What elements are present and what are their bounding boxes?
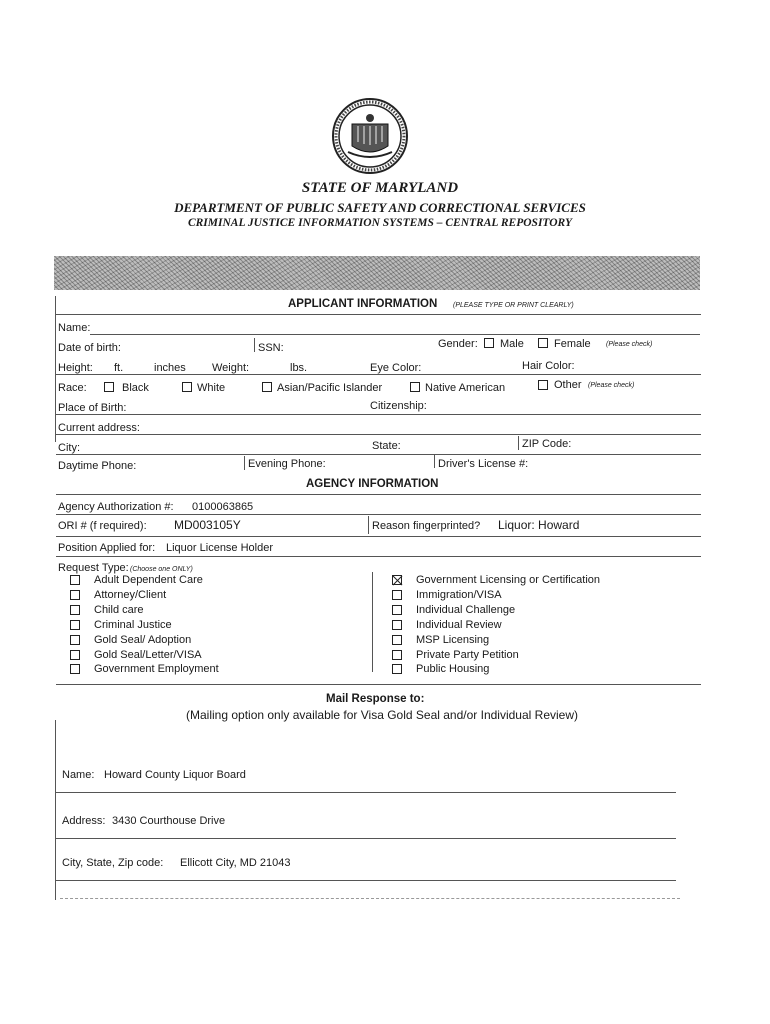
- request-option-checkbox[interactable]: [392, 605, 402, 615]
- race-native-checkbox[interactable]: [410, 382, 420, 392]
- evening-phone-label: Evening Phone:: [248, 458, 326, 470]
- daytime-phone-label: Daytime Phone:: [58, 460, 137, 472]
- mail-city-state-zip-value: Ellicott City, MD 21043: [180, 857, 291, 869]
- female-checkbox[interactable]: [538, 338, 548, 348]
- request-option-label: Gold Seal/Letter/VISA: [94, 648, 202, 661]
- request-option-label: Private Party Petition: [416, 648, 519, 661]
- reason-fingerprinted-value: Liquor: Howard: [498, 518, 580, 532]
- agency-authorization-value: 0100063865: [192, 501, 254, 513]
- request-option-label: MSP Licensing: [416, 633, 490, 646]
- position-applied-label: Position Applied for:: [58, 542, 156, 554]
- race-other-label: Other: [554, 379, 582, 391]
- request-type-note: (Choose one ONLY): [130, 566, 193, 573]
- lbs-label: lbs.: [290, 362, 308, 374]
- request-option-checkbox[interactable]: [70, 650, 80, 660]
- mail-address-label: Address:: [62, 815, 106, 827]
- reason-fingerprinted-label: Reason fingerprinted?: [372, 520, 481, 532]
- maryland-seal-icon: [330, 96, 410, 176]
- request-option-label: Gold Seal/ Adoption: [94, 633, 192, 646]
- weight-label: Weight:: [212, 362, 250, 374]
- request-option-label: Adult Dependent Care: [94, 574, 203, 586]
- mail-name-label: Name:: [62, 769, 95, 781]
- height-label: Height:: [58, 362, 93, 374]
- female-label: Female: [554, 338, 591, 350]
- mail-name-value: Howard County Liquor Board: [104, 769, 246, 781]
- applicant-section-note: (PLEASE TYPE OR PRINT CLEARLY): [453, 302, 574, 309]
- city-label: City:: [58, 442, 80, 454]
- request-option-label: Child care: [94, 603, 144, 616]
- race-other-checkbox[interactable]: [538, 380, 548, 390]
- position-applied-value: Liquor License Holder: [166, 542, 274, 554]
- agency-section-title: AGENCY INFORMATION: [306, 478, 439, 490]
- hair-color-label: Hair Color:: [522, 360, 575, 372]
- request-option-checkbox[interactable]: [392, 575, 402, 585]
- request-option-checkbox[interactable]: [392, 664, 402, 674]
- request-option-checkbox[interactable]: [70, 575, 80, 585]
- race-white-checkbox[interactable]: [182, 382, 192, 392]
- form-title-banner: [54, 256, 700, 290]
- request-option-label: Public Housing: [416, 663, 490, 676]
- gender-note: (Please check): [606, 341, 653, 348]
- mail-city-state-zip-label: City, State, Zip code:: [62, 857, 164, 869]
- citizenship-label: Citizenship:: [370, 400, 427, 412]
- request-option-label: Individual Review: [416, 618, 502, 631]
- name-label: Name:: [58, 322, 91, 334]
- race-native-label: Native American: [425, 382, 506, 394]
- department-title: DEPARTMENT OF PUBLIC SAFETY AND CORRECTIONAL SERVICES: [174, 200, 586, 215]
- mail-response-title: Mail Response to:: [326, 693, 425, 705]
- drivers-license-label: Driver's License #:: [438, 458, 529, 470]
- request-option-checkbox[interactable]: [70, 620, 80, 630]
- request-option-checkbox[interactable]: [392, 590, 402, 600]
- race-black-checkbox[interactable]: [104, 382, 114, 392]
- name-field[interactable]: [90, 334, 700, 335]
- request-option-label: Immigration/VISA: [416, 588, 502, 601]
- request-option-checkbox[interactable]: [70, 664, 80, 674]
- mail-address-value: 3430 Courthouse Drive: [112, 815, 226, 827]
- applicant-section-title: APPLICANT INFORMATION: [288, 298, 438, 310]
- division-title: CRIMINAL JUSTICE INFORMATION SYSTEMS – CENTRAL REPOSITORY: [187, 217, 573, 229]
- race-black-label: Black: [122, 382, 149, 394]
- request-option-checkbox[interactable]: [70, 635, 80, 645]
- dob-label: Date of birth:: [58, 342, 121, 354]
- request-option-label: Individual Challenge: [416, 603, 516, 616]
- ft-label: ft.: [114, 362, 124, 374]
- race-asian-checkbox[interactable]: [262, 382, 272, 392]
- request-type-label: Request Type:: [58, 562, 129, 574]
- eye-color-label: Eye Color:: [370, 362, 422, 374]
- ssn-label: SSN:: [258, 342, 284, 354]
- request-option-label: Government Employment: [94, 663, 219, 676]
- request-option-label: Government Licensing or Certification: [416, 574, 601, 586]
- male-label: Male: [500, 338, 524, 350]
- ori-label: ORI # (f required):: [58, 520, 147, 532]
- request-option-checkbox[interactable]: [392, 635, 402, 645]
- request-option-checkbox[interactable]: [392, 620, 402, 630]
- race-note: (Please check): [588, 382, 635, 389]
- request-option-label: Criminal Justice: [94, 618, 172, 631]
- state-title: STATE OF MARYLAND: [301, 180, 459, 196]
- place-of-birth-label: Place of Birth:: [58, 402, 127, 414]
- request-option-checkbox[interactable]: [70, 605, 80, 615]
- gender-label: Gender:: [438, 338, 478, 350]
- request-option-checkbox[interactable]: [70, 590, 80, 600]
- request-option-checkbox[interactable]: [392, 650, 402, 660]
- zip-code-label: ZIP Code:: [522, 438, 572, 450]
- current-address-label: Current address:: [58, 422, 140, 434]
- race-label: Race:: [58, 382, 87, 394]
- agency-authorization-label: Agency Authorization #:: [58, 501, 174, 513]
- request-option-label: Attorney/Client: [94, 588, 167, 601]
- mail-response-note: (Mailing option only available for Visa Gold Seal and/or Individual Review): [186, 708, 578, 722]
- male-checkbox[interactable]: [484, 338, 494, 348]
- race-asian-label: Asian/Pacific Islander: [277, 382, 383, 394]
- state-label: State:: [372, 440, 401, 452]
- ori-value: MD003105Y: [174, 518, 241, 532]
- inches-label: inches: [154, 362, 186, 374]
- race-white-label: White: [197, 382, 226, 394]
